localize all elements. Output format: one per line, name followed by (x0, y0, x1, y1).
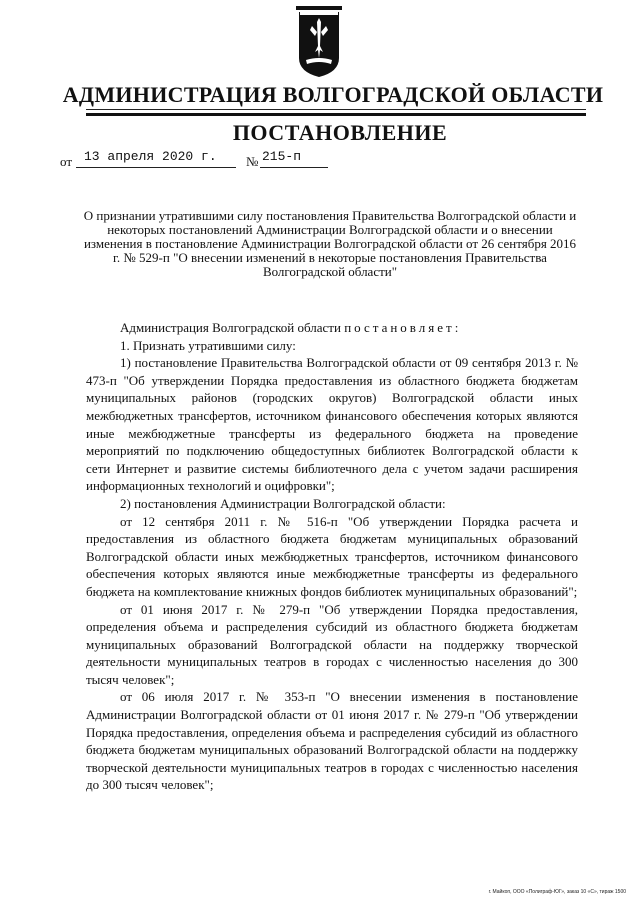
clause-1-2: 2) постановления Администрации Волгоградской области: (120, 495, 446, 511)
document-date: 13 апреля 2020 г. (84, 149, 217, 164)
coat-of-arms-icon (296, 6, 342, 78)
document-body (86, 319, 578, 794)
header-divider-thick (86, 113, 586, 116)
intro-subject: Администрация Волгоградской области (120, 320, 341, 335)
clause-1-1: 1) постановление Правительства Волгоградской области от 09 сентября 2013 г. № 473-п "Об утверждении Порядка предоставления из областного бюджета бюджетам муниципальных районов (городских округов) Волгоградской области иных межбюджетных трансфертов, источником финансового обеспечения которых являются иные межбюджетные трансферты из федерального бюджета на проведение мероприятий по подключению общедоступных библиотек Волгоградской области к сети Интернет и развитие системы библиотечного дела с учетом задачи расширения информационных технологий и оцифровки"; (86, 355, 578, 494)
date-underline (76, 167, 236, 168)
document-type-heading: ПОСТАНОВЛЕНИЕ (232, 120, 448, 145)
number-prefix: № (246, 154, 259, 169)
intro-verb: постановляет: (344, 320, 462, 335)
clause-1-2-a: от 12 сентября 2011 г. № 516-п "Об утверждении Порядка расчета и предоставления из областного бюджета бюджетам муниципальных образований Волгоградской области иных межбюджетных трансфертов, источником финансового обеспечения которых являются иные межбюджетные трансферты из федерального бюджета на комплектование книжных фондов библиотек муниципальных образований"; (86, 513, 578, 599)
organization-name: АДМИНИСТРАЦИЯ ВОЛГОГРАДСКОЙ ОБЛАСТИ (62, 82, 604, 107)
clause-1-2-b: от 01 июня 2017 г. № 279-п "Об утверждении Порядка предоставления, определения объема и распределения субсидий из областного бюджета бюджетам муниципальных образований Волгоградской области на поддержку творческой деятельности муниципальных театров в городах с численностью населения до 300 тысяч человек"; (86, 601, 578, 687)
number-underline (260, 167, 328, 168)
date-prefix: от (60, 154, 73, 169)
clause-1: 1. Признать утратившими силу: (120, 337, 296, 353)
document-title: О признании утратившими силу постановления Правительства Волгоградской области и некоторых постановлений Администрации Волгоградской области и о внесении изменения в постановление Администрации Волгоградской области от 26 сентября 2016 г. № 529-п "О внесении изменений в некоторые постановления Правительства Волгоградской области" (83, 208, 577, 279)
date-number-line (60, 149, 360, 171)
clause-1-2-c: от 06 июля 2017 г. № 353-п "О внесении изменения в постановление Администрации Волгоградской области от 01 июня 2017 г. № 279-п "Об утверждении Порядка предоставления, определения объема и распределения субсидий из областного бюджета бюджетам муниципальных образований Волгоградской области на поддержку творческой деятельности муниципальных театров в городах с численностью населения до 300 тысяч человек"; (86, 689, 578, 793)
resolution-intro (86, 319, 578, 337)
header-divider-thin (86, 109, 586, 110)
document-number: 215-п (262, 149, 302, 164)
print-note: г. Майкоп, ООО «Полиграф-ЮГ», заказ 10 «С», тираж 1500 (488, 889, 626, 895)
